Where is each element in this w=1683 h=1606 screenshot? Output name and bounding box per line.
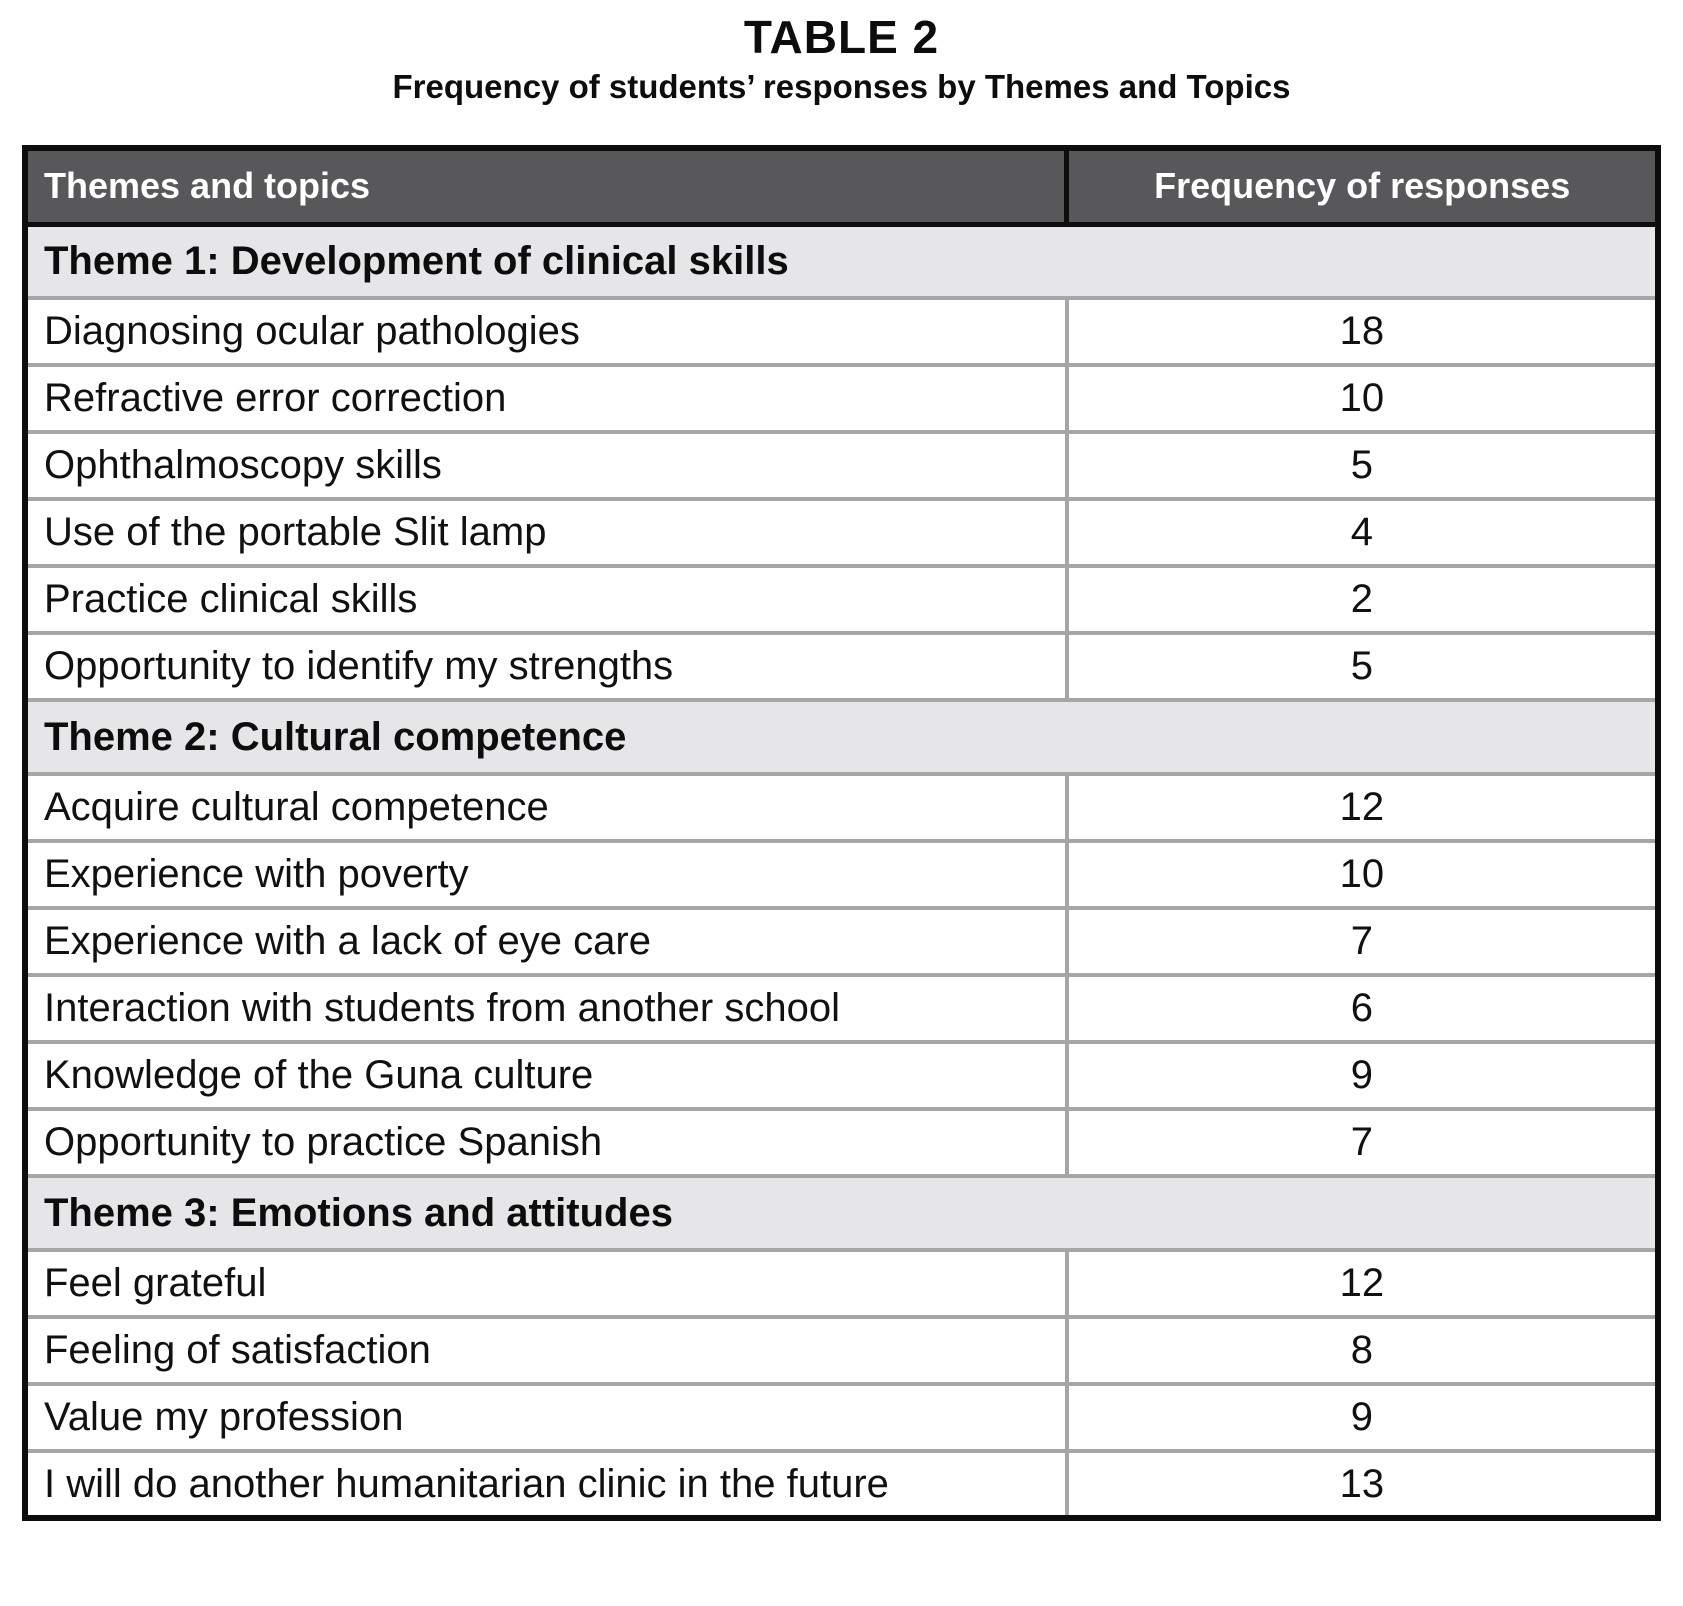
topic-cell: Diagnosing ocular pathologies (25, 298, 1067, 365)
theme-section-row (25, 1176, 1658, 1250)
table-row (25, 1384, 1658, 1451)
frequency-value-cell: 4 (1067, 499, 1658, 566)
frequency-value-cell: 5 (1067, 432, 1658, 499)
topic-cell: Acquire cultural competence (25, 774, 1067, 841)
table-header-row (25, 148, 1658, 224)
frequency-value-cell: 9 (1067, 1042, 1658, 1109)
topic-cell: Opportunity to practice Spanish (25, 1109, 1067, 1176)
theme-section-row (25, 700, 1658, 774)
theme-section-title: Theme 2: Cultural competence (25, 700, 1658, 774)
topic-cell: Opportunity to identify my strengths (25, 633, 1067, 700)
frequency-value-cell: 13 (1067, 1451, 1658, 1518)
frequency-value-cell: 6 (1067, 975, 1658, 1042)
topic-cell: Knowledge of the Guna culture (25, 1042, 1067, 1109)
table-row (25, 1250, 1658, 1317)
column-header-frequency-of-responses: Frequency of responses (1067, 148, 1658, 224)
table-row (25, 566, 1658, 633)
frequency-value-cell: 7 (1067, 908, 1658, 975)
table-row (25, 633, 1658, 700)
topic-cell: Experience with a lack of eye care (25, 908, 1067, 975)
topic-cell: Feel grateful (25, 1250, 1067, 1317)
table-row (25, 432, 1658, 499)
theme-section-title: Theme 3: Emotions and attitudes (25, 1176, 1658, 1250)
frequency-value-cell: 8 (1067, 1317, 1658, 1384)
theme-section-title: Theme 1: Development of clinical skills (25, 224, 1658, 298)
frequency-value-cell: 9 (1067, 1384, 1658, 1451)
table-row (25, 1042, 1658, 1109)
frequency-value-cell: 10 (1067, 365, 1658, 432)
table-subtitle: Frequency of students’ responses by Themes and Topics (392, 68, 1291, 105)
theme-section-row (25, 224, 1658, 298)
table-row (25, 841, 1658, 908)
table-row (25, 499, 1658, 566)
topic-cell: Refractive error correction (25, 365, 1067, 432)
table-row (25, 365, 1658, 432)
topic-cell: Value my profession (25, 1384, 1067, 1451)
topic-cell: Feeling of satisfaction (25, 1317, 1067, 1384)
frequency-value-cell: 7 (1067, 1109, 1658, 1176)
topic-cell: Practice clinical skills (25, 566, 1067, 633)
topic-cell: Ophthalmoscopy skills (25, 432, 1067, 499)
table-row (25, 1109, 1658, 1176)
frequency-value-cell: 5 (1067, 633, 1658, 700)
topic-cell: Use of the portable Slit lamp (25, 499, 1067, 566)
table-row (25, 1317, 1658, 1384)
frequency-value-cell: 2 (1067, 566, 1658, 633)
table-row (25, 908, 1658, 975)
frequency-of-responses-table (22, 145, 1661, 1521)
column-header-themes-and-topics: Themes and topics (25, 148, 1067, 224)
table-row (25, 975, 1658, 1042)
topic-cell: Experience with poverty (25, 841, 1067, 908)
topic-cell: Interaction with students from another school (25, 975, 1067, 1042)
table-title: TABLE 2 (743, 11, 940, 63)
table-row (25, 298, 1658, 365)
frequency-value-cell: 12 (1067, 774, 1658, 841)
table-row (25, 1451, 1658, 1518)
frequency-value-cell: 18 (1067, 298, 1658, 365)
topic-cell: I will do another humanitarian clinic in the future (25, 1451, 1067, 1518)
frequency-value-cell: 12 (1067, 1250, 1658, 1317)
table-row (25, 774, 1658, 841)
frequency-value-cell: 10 (1067, 841, 1658, 908)
